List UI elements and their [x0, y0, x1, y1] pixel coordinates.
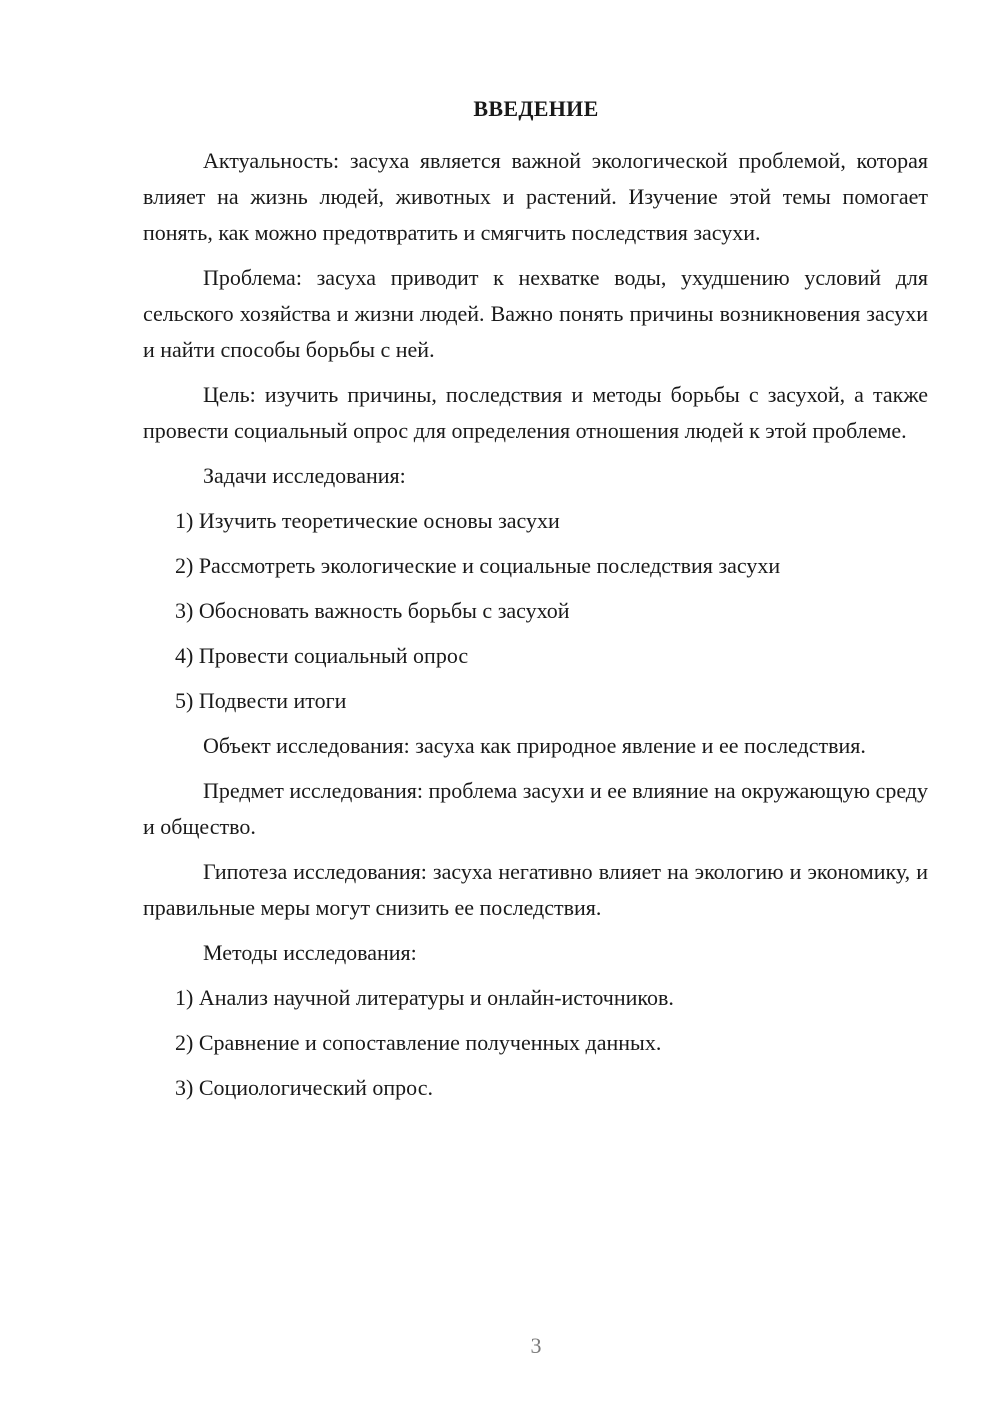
method-item: 1) Анализ научной литературы и онлайн-источников.	[175, 985, 674, 1010]
object-paragraph: Объект исследования: засуха как природное явление и ее последствия.	[203, 733, 866, 758]
method-item: 3) Социологический опрос.	[175, 1075, 433, 1100]
task-item: 5) Подвести итоги	[175, 688, 347, 713]
tasks-heading: Задачи исследования:	[203, 463, 406, 488]
methods-heading: Методы исследования:	[203, 940, 417, 965]
method-item: 2) Сравнение и сопоставление полученных данных.	[175, 1030, 662, 1055]
task-item: 3) Обосновать важность борьбы с засухой	[175, 598, 570, 623]
page-title: ВВЕДЕНИЕ	[473, 96, 599, 121]
page-content	[143, 143, 928, 1115]
hypothesis-paragraph: Гипотеза исследования: засуха негативно влияет на экологию и экономику, и правильные меры могут снизить ее последствия.	[143, 859, 928, 920]
page-number: 3	[530, 1333, 542, 1358]
task-item: 4) Провести социальный опрос	[175, 643, 469, 668]
task-item: 1) Изучить теоретические основы засухи	[175, 508, 560, 533]
subject-paragraph: Предмет исследования: проблема засухи и ее влияние на окружающую среду и общество.	[143, 778, 928, 839]
goal-paragraph: Цель: изучить причины, последствия и методы борьбы с засухой, а также провести социальный опрос для определения отношения людей к этой проблеме.	[143, 382, 928, 443]
relevance-paragraph: Актуальность: засуха является важной экологической проблемой, которая влияет на жизнь людей, животных и растений. Изучение этой темы помогает понять, как можно предотвратить и смягчить последствия засухи.	[143, 148, 928, 245]
task-item: 2) Рассмотреть экологические и социальные последствия засухи	[175, 553, 781, 578]
problem-paragraph: Проблема: засуха приводит к нехватке воды, ухудшению условий для сельского хозяйства и жизни людей. Важно понять причины возникновения засухи и найти способы борьбы с ней.	[143, 265, 928, 362]
